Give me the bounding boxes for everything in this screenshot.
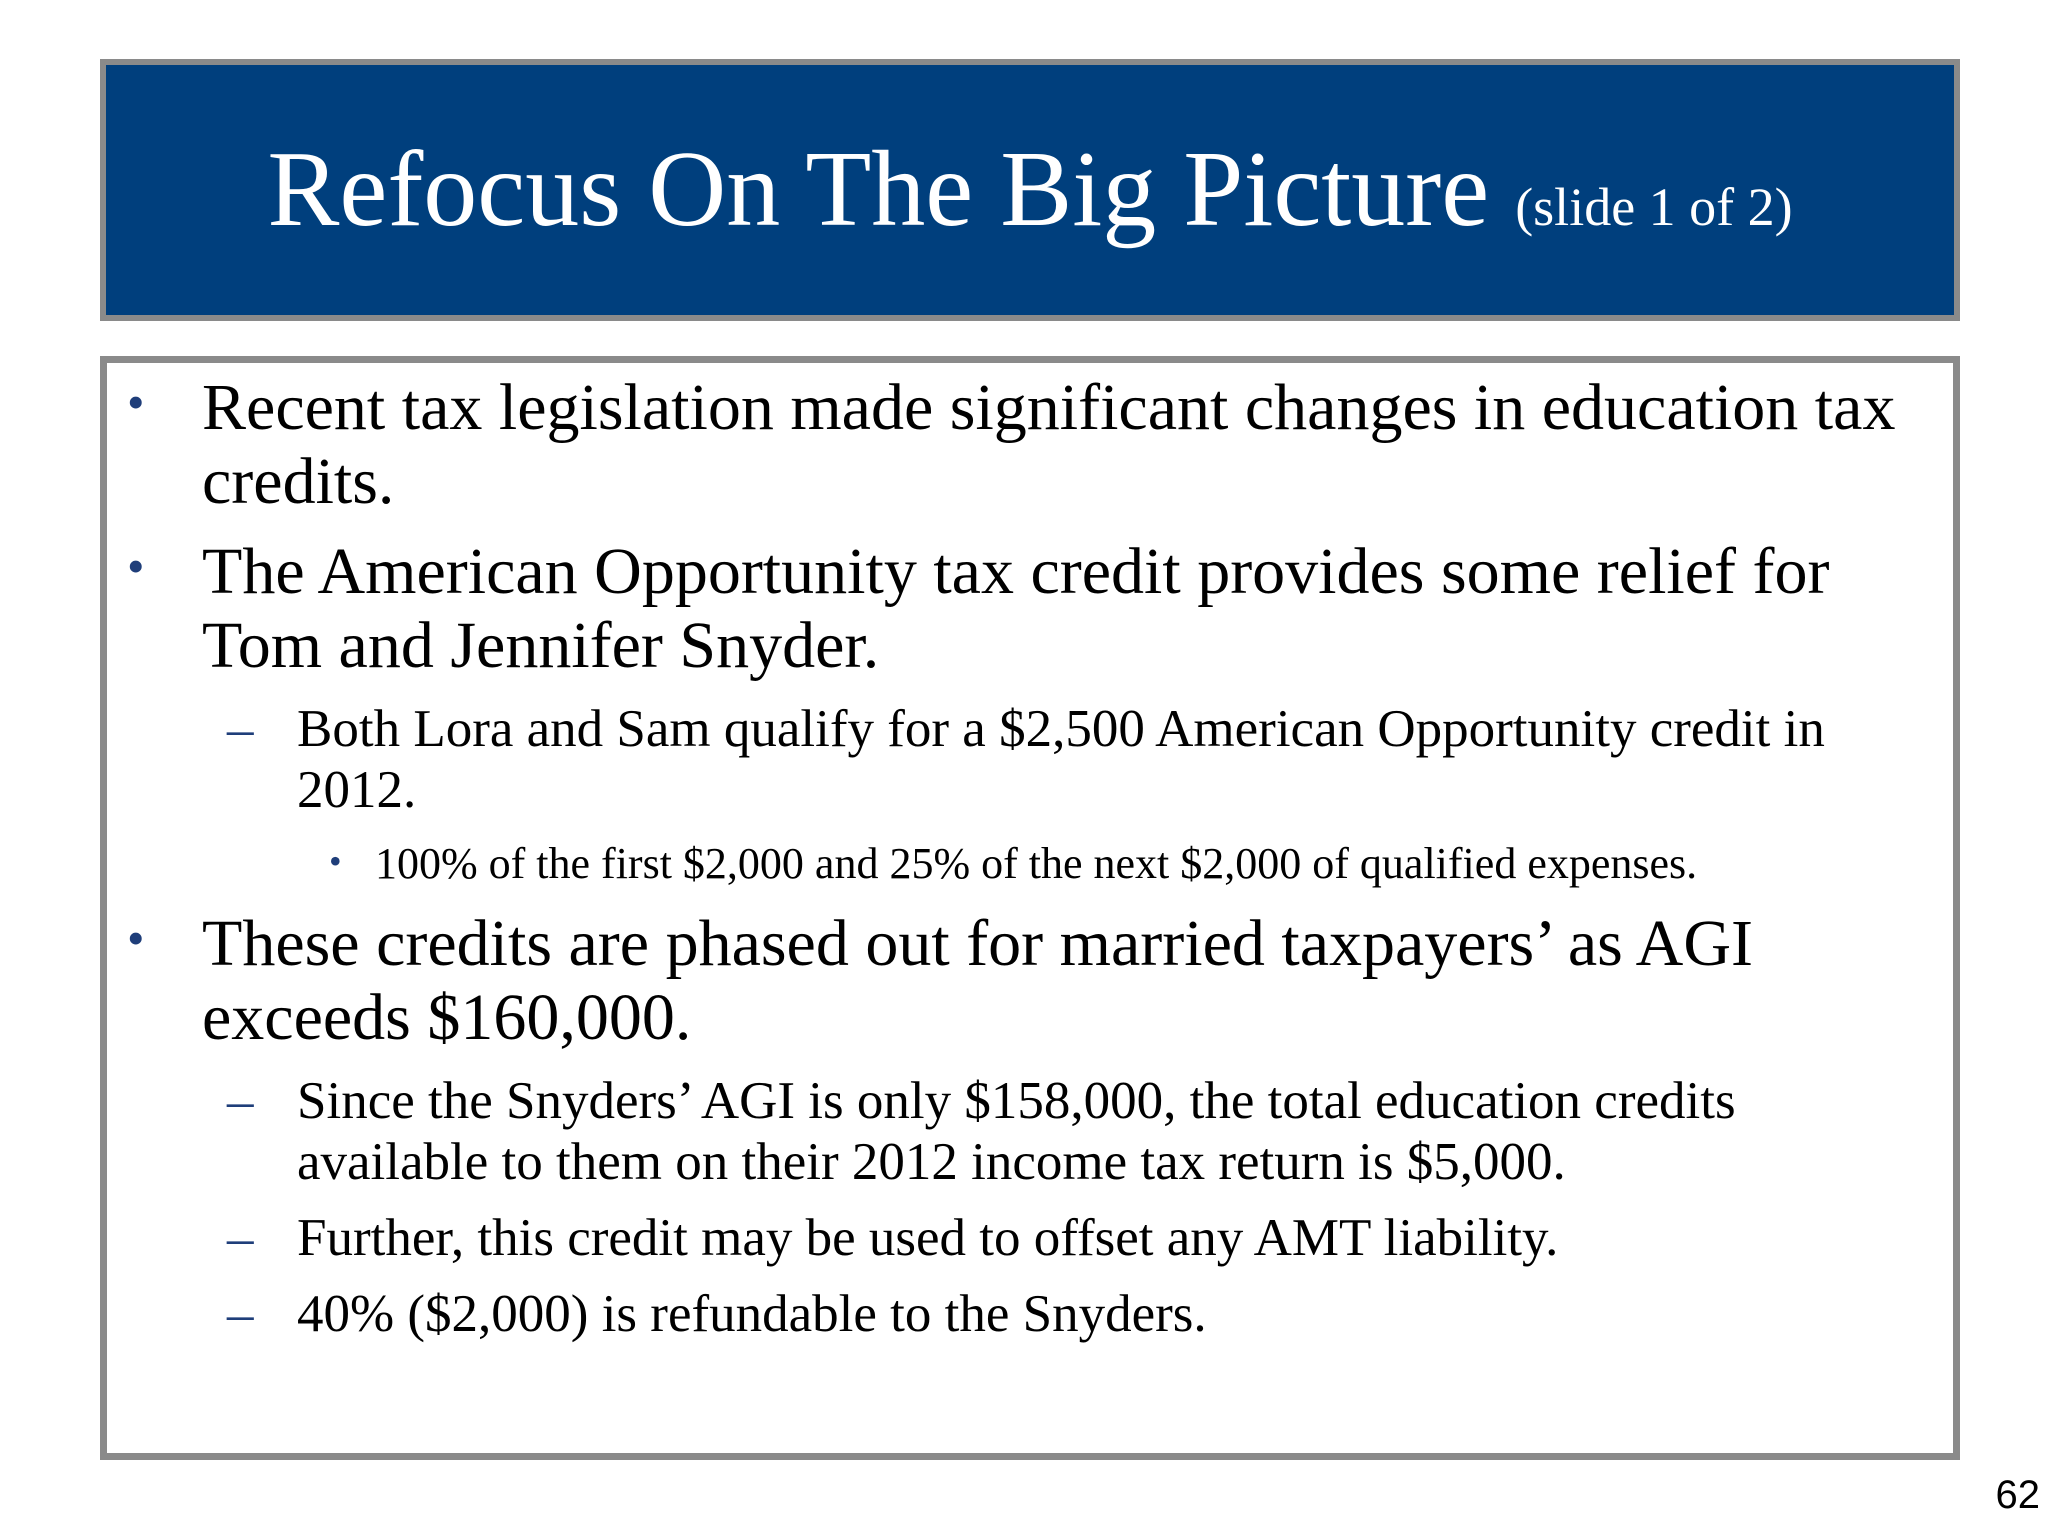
sub-sub-bullet-text: 100% of the first $2,000 and 25% of the next $2,000 of qualified expenses. <box>375 839 1698 888</box>
content-box <box>100 356 1960 1460</box>
dash-marker: – <box>227 1285 254 1343</box>
sub-sub-bullet-item <box>329 838 1949 890</box>
sub-bullet-text: Since the Snyders’ AGI is only $158,000, the total education credits available to them on their 2012 income tax return is $5,000. <box>297 1072 1736 1191</box>
bullet-marker: • <box>329 841 342 881</box>
sub-bullet-text: Further, this credit may be used to offset any AMT liability. <box>297 1209 1559 1267</box>
sub-bullet-item <box>227 1208 1927 1269</box>
dash-marker: – <box>227 700 254 758</box>
bullet-text: These credits are phased out for married taxpayers’ as AGI exceeds $160,000. <box>202 907 1753 1054</box>
sub-bullet-item <box>227 1284 1927 1345</box>
bullet-item <box>127 907 1927 1055</box>
title-banner <box>100 59 1960 321</box>
slide-title-main: Refocus On The Big Picture <box>267 130 1490 249</box>
bullet-marker: • <box>127 374 145 430</box>
sub-bullet-text: Both Lora and Sam qualify for a $2,500 American Opportunity credit in 2012. <box>297 700 1825 819</box>
sub-bullet-item <box>227 1071 1927 1193</box>
bullet-item <box>127 371 1927 519</box>
sub-bullet-text: 40% ($2,000) is refundable to the Snyders. <box>297 1285 1207 1343</box>
page-number: 62 <box>1995 1473 2040 1517</box>
sub-bullet-item <box>227 699 1927 821</box>
bullet-item <box>127 535 1927 683</box>
bullet-marker: • <box>127 910 145 966</box>
bullet-text: Recent tax legislation made significant changes in education tax credits. <box>202 371 1896 518</box>
bullet-text: The American Opportunity tax credit provides some relief for Tom and Jennifer Snyder. <box>202 535 1830 682</box>
slide-title <box>267 128 1792 252</box>
slide-title-subtitle: (slide 1 of 2) <box>1515 177 1793 237</box>
dash-marker: – <box>227 1209 254 1267</box>
bullet-marker: • <box>127 538 145 594</box>
dash-marker: – <box>227 1072 254 1130</box>
